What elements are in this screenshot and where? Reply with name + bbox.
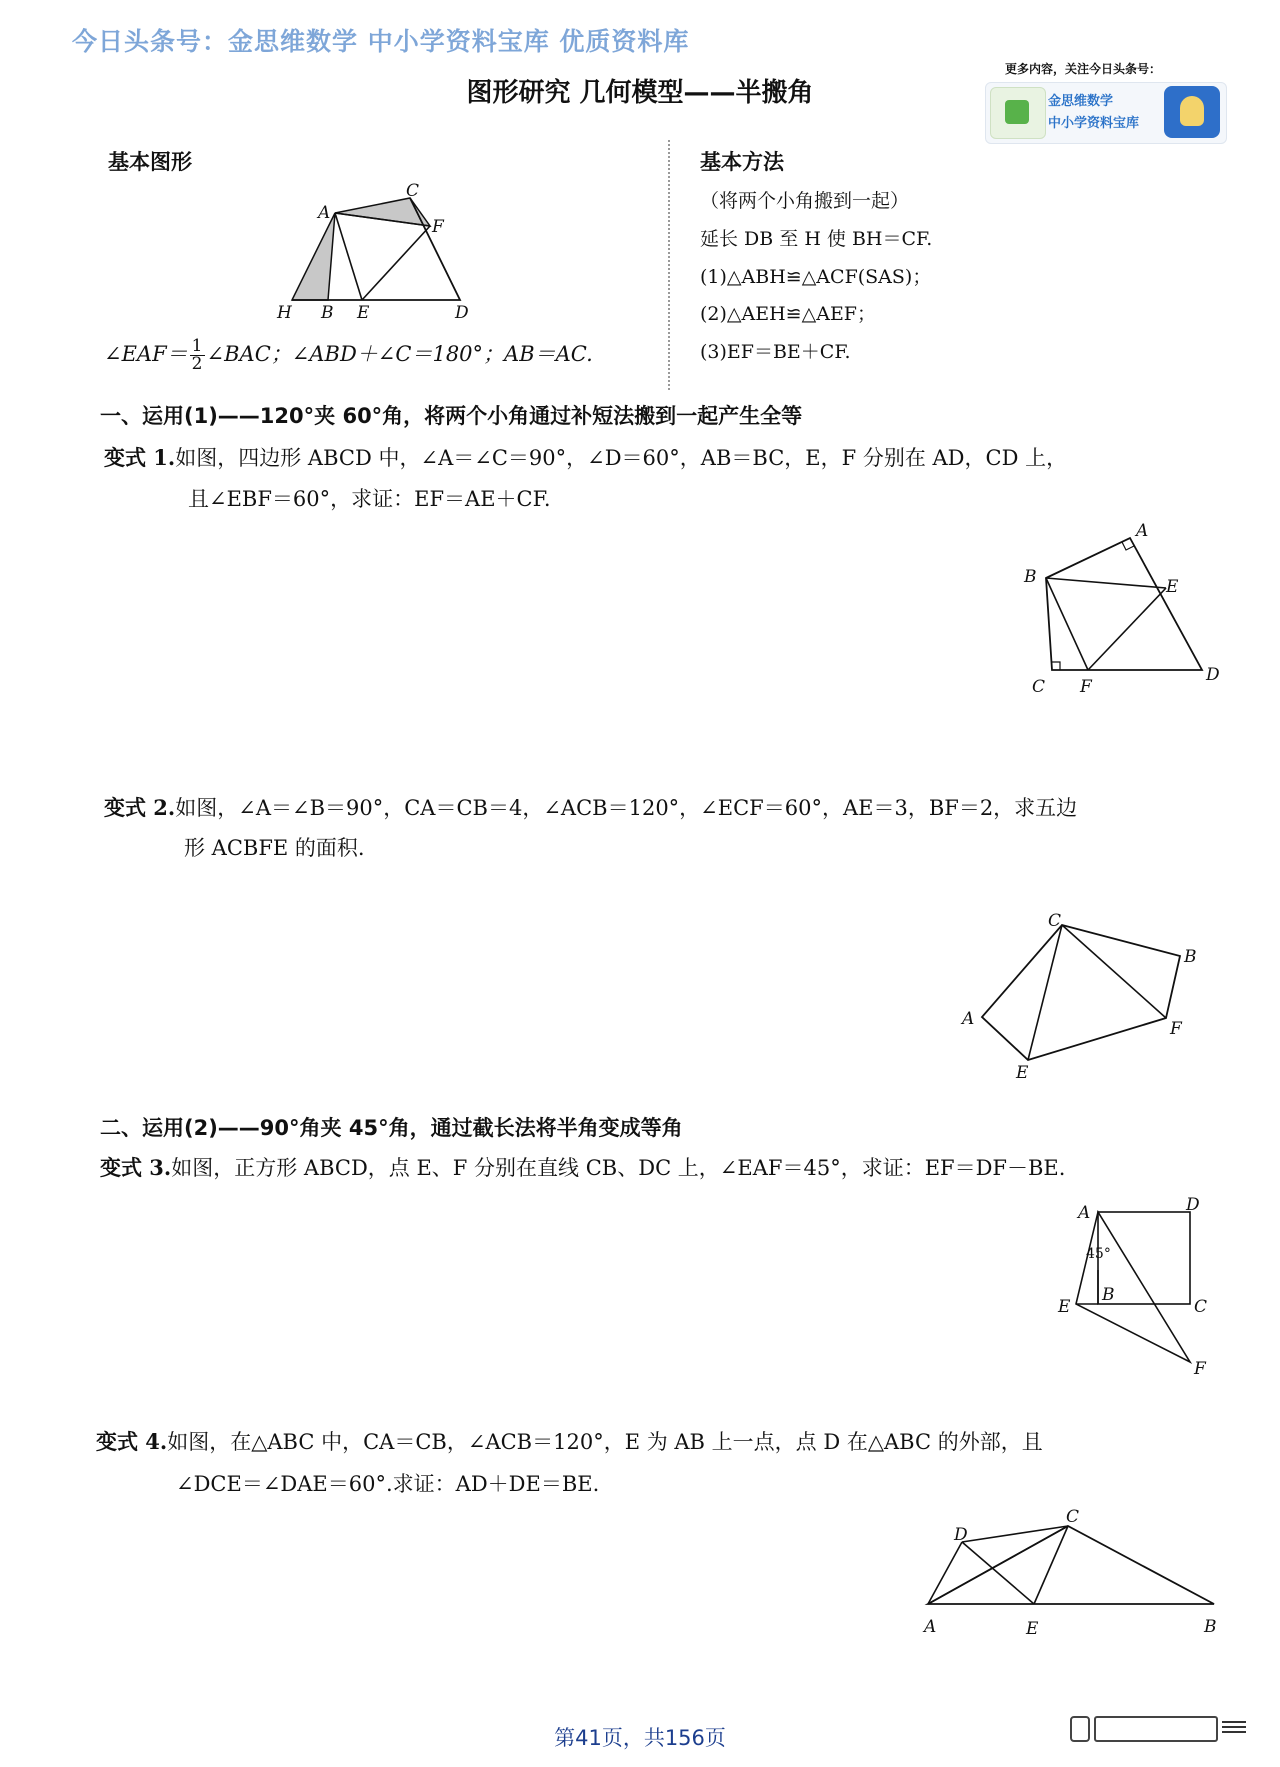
formula-prefix: ∠EAF＝ <box>104 342 188 366</box>
page-title: 图形研究 几何模型——半搬角 <box>466 78 814 108</box>
variant-1-line-1: 变式 1.如图，四边形 ABCD 中，∠A＝∠C＝90°，∠D＝60°，AB＝BC，E，F 分别在 AD，CD 上， <box>104 445 1068 470</box>
variant-4-label: 变式 4. <box>96 1429 168 1454</box>
method-line: (1)△ABH≌△ACF(SAS)； <box>700 266 932 288</box>
section-2-heading: 二、运用(2)——90°角夹 45°角，通过截长法将半角变成等角 <box>100 1116 683 1140</box>
label-b: B <box>1184 947 1197 967</box>
variant-3-line-1: 变式 3.如图，正方形 ABCD，点 E、F 分别在直线 CB、DC 上，∠EAF＝45°，求证：EF＝DF－BE. <box>100 1155 1066 1180</box>
label-a: A <box>962 1009 975 1029</box>
brand-line-1: 金思维数学 <box>1048 94 1114 109</box>
angle-label: 45° <box>1086 1246 1111 1262</box>
label-c: C <box>1194 1297 1208 1317</box>
formula-suffix: ∠BAC；∠ABD＋∠C＝180°；AB＝AC. <box>206 342 593 366</box>
variant-4-line-1: 变式 4.如图，在△ABC 中，CA＝CB，∠ACB＝120°，E 为 AB 上一点，点 D 在△ABC 的外部，且 <box>96 1429 1043 1454</box>
label-c: C <box>1066 1507 1080 1527</box>
label-f: F <box>432 217 444 237</box>
label-c: C <box>1032 677 1046 697</box>
half-fraction: $\frac{1}{2}$ <box>191 336 203 374</box>
label-e: E <box>1058 1297 1071 1317</box>
method-line: (2)△AEH≌△AEF； <box>700 303 876 325</box>
label-d: D <box>1186 1195 1200 1215</box>
label-b: B <box>1024 567 1037 587</box>
label-e: E <box>357 303 370 323</box>
basic-figure-heading: 基本图形 <box>108 150 192 174</box>
label-c: C <box>406 181 420 201</box>
label-e: E <box>1016 1063 1029 1083</box>
variant-1-line-2: 且∠EBF＝60°，求证：EF＝AE＋CF. <box>188 487 551 511</box>
variant-3-label: 变式 3. <box>100 1155 172 1180</box>
label-f: F <box>1194 1359 1206 1379</box>
method-line: （将两个小角搬到一起） <box>700 190 910 212</box>
variant-4-line-2: ∠DCE＝∠DAE＝60°.求证：AD＋DE＝BE. <box>176 1472 600 1496</box>
label-c: C <box>1048 911 1062 931</box>
label-d: D <box>455 303 469 323</box>
header-banner: 今日头条号：金思维数学 中小学资料宝库 优质资料库 <box>72 27 690 56</box>
label-b: B <box>1204 1617 1217 1637</box>
label-e: E <box>1166 577 1179 597</box>
page-indicator: 第41页，共156页 <box>554 1726 726 1750</box>
method-line: (3)EF＝BE＋CF. <box>700 341 851 363</box>
label-d: D <box>1206 665 1220 685</box>
label-b: B <box>321 303 334 323</box>
variant-1-label: 变式 1. <box>104 445 176 470</box>
basic-method-heading: 基本方法 <box>700 150 784 174</box>
follow-note: 更多内容，关注今日头条号： <box>1005 62 1162 76</box>
brand-line-2: 中小学资料宝库 <box>1048 116 1140 131</box>
label-a: A <box>1078 1203 1091 1223</box>
variant-2-line-2: 形 ACBFE 的面积. <box>184 836 365 860</box>
label-b: B <box>1102 1285 1115 1305</box>
scroll-handle-icon[interactable] <box>1070 1716 1090 1742</box>
section-1-heading: 一、运用(1)——120°夹 60°角，将两个小角通过补短法搬到一起产生全等 <box>100 404 803 428</box>
label-a: A <box>318 203 331 223</box>
label-d: D <box>954 1525 968 1545</box>
label-h: H <box>277 303 292 323</box>
label-e: E <box>1026 1619 1039 1639</box>
variant-2-label: 变式 2. <box>104 795 176 820</box>
menu-icon[interactable] <box>1222 1718 1246 1738</box>
label-f: F <box>1080 677 1092 697</box>
variant-2-line-1: 变式 2.如图，∠A＝∠B＝90°，CA＝CB＝4，∠ACB＝120°，∠ECF＝60°，AE＝3，BF＝2，求五边 <box>104 795 1078 820</box>
scrollbar-track[interactable] <box>1094 1716 1218 1742</box>
label-a: A <box>1136 521 1149 541</box>
label-f: F <box>1170 1019 1182 1039</box>
method-line: 延长 DB 至 H 使 BH＝CF. <box>700 228 933 250</box>
label-a: A <box>924 1617 937 1637</box>
